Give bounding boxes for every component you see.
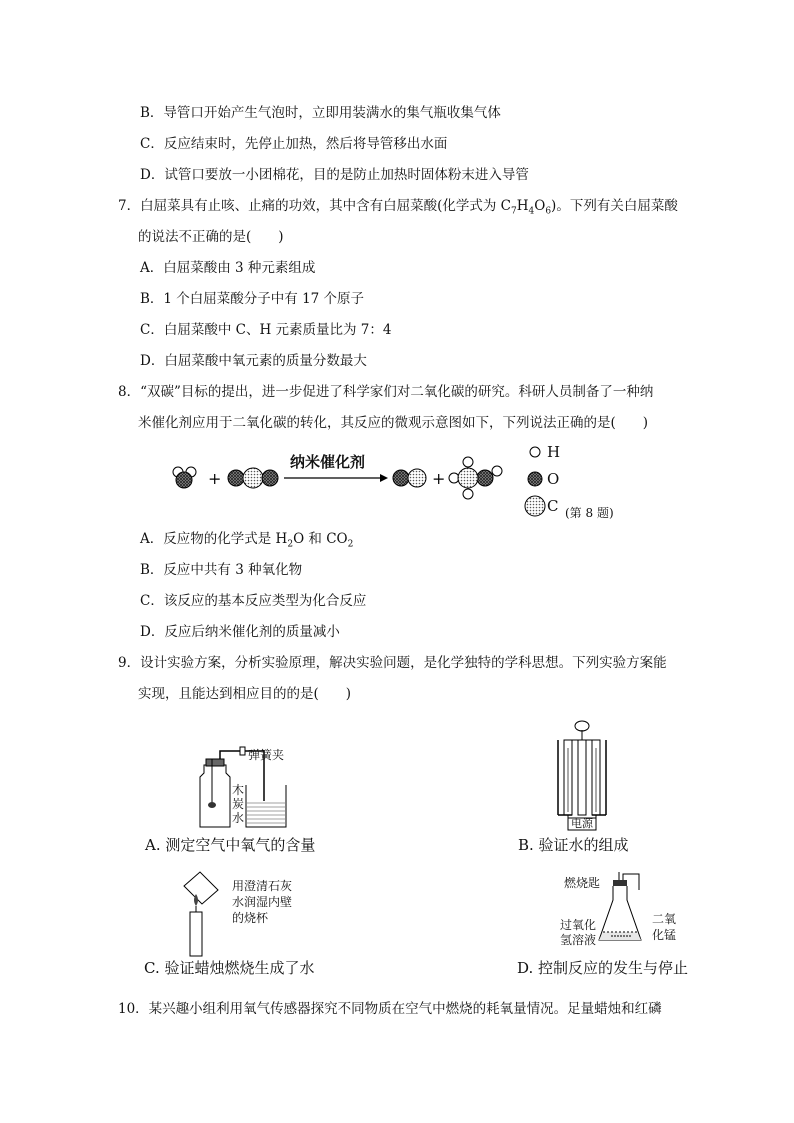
figA-label-c2: 炭 [232, 797, 245, 811]
legend-c-label: C [547, 497, 559, 515]
figD-mno2-label-2: 化锰 [652, 928, 677, 942]
q9-figure-b [548, 718, 618, 833]
q7-option-d: D．白屈菜酸中氧元素的质量分数最大 [140, 353, 367, 369]
legend-c-symbol [525, 496, 545, 516]
figB-caption: B. 验证水的组成 [518, 836, 629, 854]
figA-label-c3: 水 [232, 811, 245, 825]
figD-caption: D. 控制反应的发生与停止 [517, 959, 689, 977]
figD-h2o2-label-1: 过氧化 [560, 918, 597, 932]
q9-stem-line2: 实现，且能达到相应目的的是( ) [138, 686, 352, 702]
q9-figure-d [595, 870, 655, 950]
q8-option-d: D．反应后纳米催化剂的质量减小 [140, 624, 340, 640]
water-molecule [173, 467, 196, 488]
plus-sign-2: + [432, 469, 446, 488]
q6-option-d: D．试管口要放一小团棉花，目的是防止加热时固体粉末进入导管 [140, 167, 529, 183]
plus-sign-1: + [208, 469, 222, 488]
legend-o-symbol [528, 472, 542, 486]
q8-option-b: B．反应中共有 3 种氧化物 [140, 562, 303, 578]
q6-option-c: C．反应结束时，先停止加热，然后将导管移出水面 [140, 136, 448, 152]
figC-label-line2: 水润湿内壁 [232, 895, 293, 909]
q7-option-c: C．白屈菜酸中 C、H 元素质量比为 7：4 [140, 322, 392, 338]
catalyst-label: 纳米催化剂 [290, 453, 366, 471]
q7-stem-line2: 的说法不正确的是( ) [138, 229, 284, 245]
methanol-molecule [449, 457, 502, 499]
q7-stem-line1: 7．白屈菜具有止咳、止痛的功效，其中含有白屈菜酸(化学式为 $C_7H_4O_6$)。下列有关白屈菜酸 [118, 198, 678, 217]
figC-caption: C. 验证蜡烛燃烧生成了水 [144, 959, 315, 977]
figA-caption: A. 测定空气中氧气的含量 [145, 836, 316, 854]
co2-molecule [228, 468, 278, 488]
figA-label-c1: 木 [232, 783, 245, 797]
figD-spoon-label: 燃烧匙 [564, 876, 601, 890]
q8-figure-note: (第 8 题) [565, 506, 614, 520]
legend-h-symbol [530, 447, 540, 457]
q10-stem-line1: 10．某兴趣小组利用氧气传感器探究不同物质在空气中燃烧的耗氧量情况。足量蜡烛和红磷 [118, 1001, 662, 1017]
q7-option-b: B．1 个白屈菜酸分子中有 17 个原子 [140, 291, 365, 307]
q8-stem-line2: 米催化剂应用于二氧化碳的转化，其反应的微观示意图如下，下列说法正确的是( ) [138, 415, 649, 431]
figD-mno2-label-1: 二氧 [652, 912, 677, 926]
q6-option-b: B．导管口开始产生气泡时，立即用装满水的集气瓶收集气体 [140, 105, 501, 121]
legend-h-label: H [547, 443, 561, 461]
figD-h2o2-label-2: 氢溶液 [560, 933, 597, 947]
co-molecule [393, 469, 426, 487]
q9-stem-line1: 9．设计实验方案，分析实验原理，解决实验问题，是化学独特的学科思想。下列实验方案能 [118, 655, 667, 671]
q8-stem-line1: 8．“双碳”目标的提出，进一步促进了科学家们对二氧化碳的研究。科研人员制备了一种纳 [118, 384, 654, 400]
figC-label-line3: 的烧杯 [232, 911, 269, 925]
q7-option-a: A．白屈菜酸由 3 种元素组成 [140, 260, 316, 276]
figC-label-line1: 用澄清石灰 [232, 879, 293, 893]
q8-option-a: A．反应物的化学式是 $H_2O$ 和 $CO_2$ [140, 531, 354, 550]
q8-option-c: C．该反应的基本反应类型为化合反应 [140, 593, 367, 609]
figB-power-label: 电源 [571, 817, 593, 830]
q9-figure-c [178, 868, 223, 958]
legend-o-label: O [547, 470, 560, 488]
figA-clip-label: 弹簧夹 [248, 748, 285, 762]
